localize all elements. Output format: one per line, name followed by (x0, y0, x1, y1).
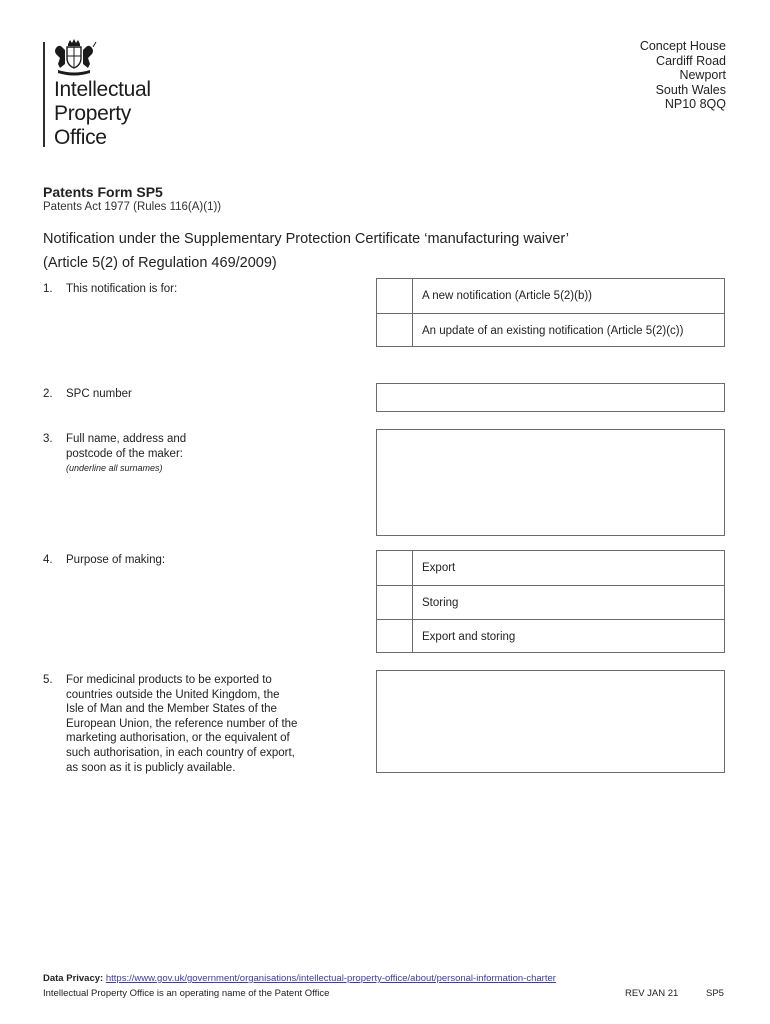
label-line: postcode of the maker: (66, 447, 183, 460)
option-export-and-storing[interactable] (377, 619, 724, 653)
label-line: Isle of Man and the Member States of the (66, 703, 277, 716)
maker-details-field[interactable] (376, 429, 725, 536)
logo-wordmark (54, 78, 151, 150)
label-line: European Union, the reference number of the (66, 717, 298, 730)
marketing-authorisation-field[interactable] (376, 670, 725, 773)
form-subtitle: Patents Act 1977 (Rules 116(A)(1)) (43, 201, 222, 213)
option-storing[interactable] (377, 585, 724, 619)
option-new-notification[interactable] (377, 279, 724, 313)
logo-line: Intellectual (54, 78, 151, 101)
spc-number-field[interactable] (376, 383, 725, 412)
option-label: Storing (422, 596, 459, 609)
address-line: Concept House (639, 39, 726, 53)
question-number: 3. (43, 433, 53, 445)
revision-label: REV JAN 21 (625, 988, 679, 999)
option-label: Export (422, 562, 456, 574)
question-number: 1. (43, 283, 53, 295)
purpose-options (376, 550, 725, 653)
question-2 (43, 387, 363, 407)
address-line: Newport (679, 68, 726, 83)
checkbox[interactable] (377, 314, 413, 347)
question-1 (43, 282, 363, 302)
question-3 (43, 432, 363, 482)
question-4 (43, 553, 363, 573)
option-update-notification[interactable] (377, 313, 724, 347)
logo-line: Property (54, 102, 131, 125)
privacy-label: Data Privacy: (43, 973, 104, 984)
label-line: as soon as it is publicly available. (66, 761, 236, 774)
checkbox[interactable] (377, 279, 413, 313)
form-title: Patents Form SP5 (43, 184, 163, 200)
label-line: marketing authorisation, or the equivalent of (66, 732, 290, 745)
address-line: South Wales (655, 82, 726, 97)
address-line: Cardiff Road (656, 53, 726, 68)
royal-coat-of-arms-icon (50, 38, 98, 76)
heading-line: Notification under the Supplementary Protection Certificate ‘manufacturing waiver’ (43, 231, 570, 247)
label-line: Full name, address and (66, 433, 187, 445)
logo-line: Office (54, 126, 107, 149)
label-line: such authorisation, in each country of export, (66, 746, 295, 759)
option-label: A new notification (Article 5(2)(b)) (422, 290, 593, 302)
label-line: countries outside the United Kingdom, the (66, 688, 280, 701)
data-privacy-line (43, 973, 556, 984)
option-export[interactable] (377, 551, 724, 585)
question-note: (underline all surnames) (66, 463, 163, 474)
option-label: An update of an existing notification (Article 5(2)(c)) (422, 324, 684, 337)
option-label: Export and storing (422, 630, 516, 643)
form-code: SP5 (706, 988, 724, 999)
checkbox[interactable] (377, 620, 413, 653)
address-line: NP10 8QQ (664, 97, 726, 112)
checkbox[interactable] (377, 586, 413, 619)
question-label: Purpose of making: (66, 554, 166, 566)
question-number: 4. (43, 554, 53, 566)
form-heading (43, 227, 723, 275)
privacy-link[interactable]: https://www.gov.uk/government/organisations/intellectual-property-office/about/personal-information-charter (105, 973, 556, 984)
question-label: SPC number (66, 388, 132, 400)
question-label (66, 432, 186, 475)
logo-divider (43, 42, 45, 147)
heading-line: (Article 5(2) of Regulation 469/2009) (43, 255, 277, 271)
question-5 (43, 673, 363, 778)
notification-type-options (376, 278, 725, 347)
question-label (66, 673, 297, 775)
operating-name-note: Intellectual Property Office is an operating name of the Patent Office (43, 988, 330, 999)
question-label: This notification is for: (66, 283, 178, 295)
office-address (640, 39, 726, 112)
question-number: 2. (43, 388, 53, 400)
label-line: For medicinal products to be exported to (66, 674, 272, 686)
checkbox[interactable] (377, 551, 413, 585)
question-number: 5. (43, 674, 53, 686)
